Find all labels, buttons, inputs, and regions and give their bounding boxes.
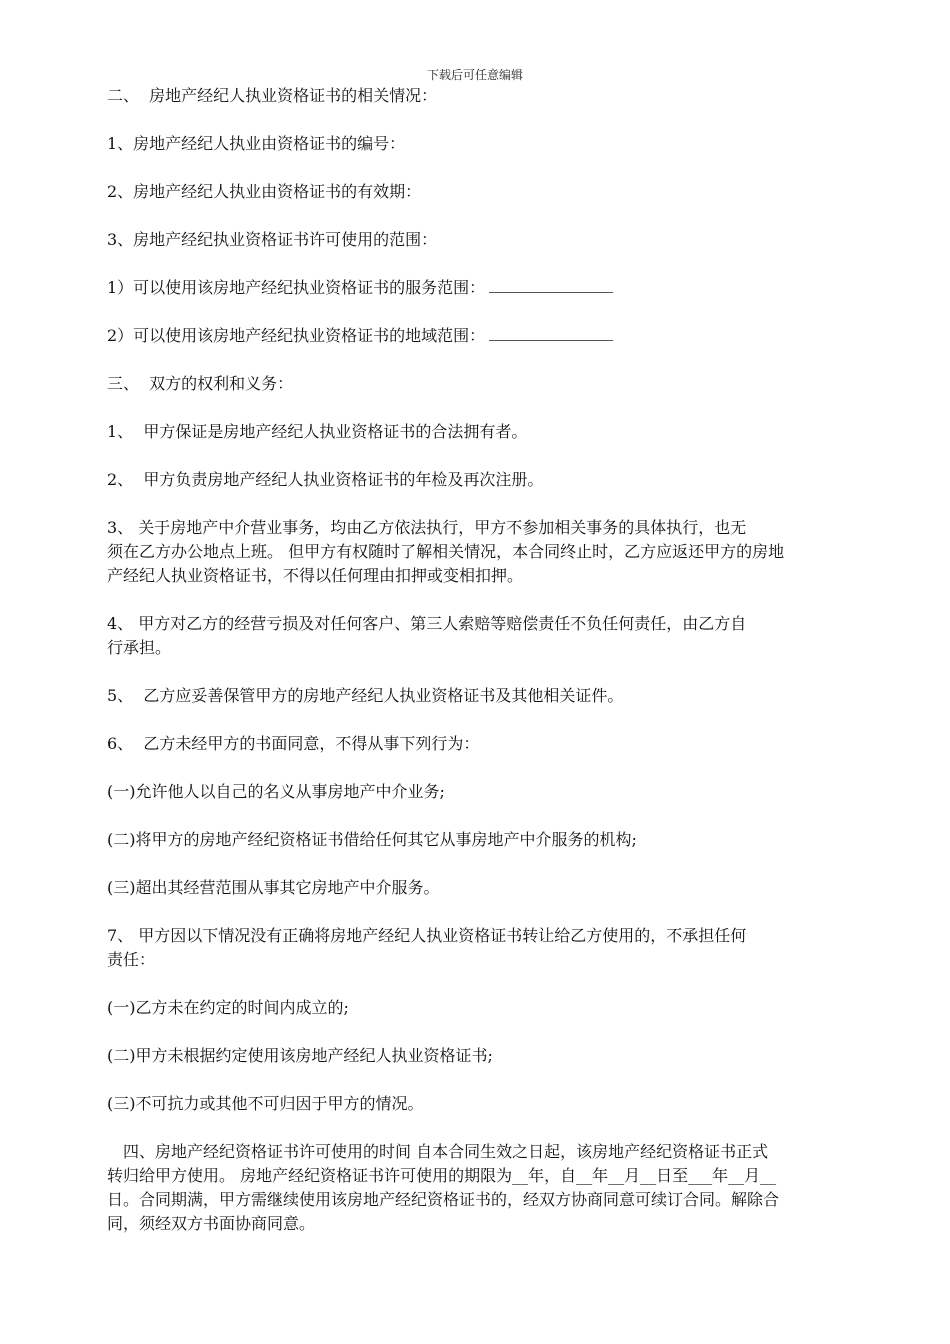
section3-item6: 6、 乙方未经甲方的书面同意，不得从事下列行为： bbox=[107, 734, 480, 753]
section3-item6-a: (一)允许他人以自己的名义从事房地产中介业务; bbox=[107, 782, 445, 801]
section3-title: 三、 双方的权利和义务： bbox=[107, 374, 294, 393]
blank-line bbox=[489, 278, 613, 293]
section2-item3: 3、房地产经纪执业资格证书许可使用的范围： bbox=[107, 230, 438, 249]
item4-line1: 4、 甲方对乙方的经营亏损及对任何客户、第三人索赔等赔偿责任不负任何责任，由乙方自 bbox=[107, 614, 747, 633]
item3-line1: 3、 关于房地产中介营业事务，均由乙方依法执行，甲方不参加相关事务的具体执行，也无 bbox=[107, 518, 747, 537]
section3-item7-c: (三)不可抗力或其他不可归因于甲方的情况。 bbox=[107, 1094, 424, 1113]
section4-line1: 四、房地产经纪资格证书许可使用的时间 自本合同生效之日起，该房地产经纪资格证书正式 bbox=[123, 1142, 769, 1161]
section3-item5: 5、 乙方应妥善保管甲方的房地产经纪人执业资格证书及其他相关证件。 bbox=[107, 686, 624, 705]
section2-item2: 2、房地产经纪人执业由资格证书的有效期： bbox=[107, 182, 422, 201]
sub2-text: 2）可以使用该房地产经纪执业资格证书的地域范围： bbox=[107, 326, 486, 345]
section3-item7-b: (二)甲方未根据约定使用该房地产经纪人执业资格证书; bbox=[107, 1046, 493, 1065]
document-body bbox=[107, 84, 882, 1260]
item7-line2: 责任： bbox=[107, 950, 156, 969]
section4-line3: 日。合同期满，甲方需继续使用该房地产经纪资格证书的，经双方协商同意可续订合同。解除合 bbox=[107, 1190, 780, 1209]
item3-line3: 产经纪人执业资格证书，不得以任何理由扣押或变相扣押。 bbox=[107, 566, 524, 585]
section4-line2: 转归给甲方使用。 房地产经纪资格证书许可使用的期限为__年，自__年__月__日至___年__月__ bbox=[107, 1166, 777, 1185]
section4-line4: 同，须经双方书面协商同意。 bbox=[107, 1214, 316, 1233]
section3-item6-c: (三)超出其经营范围从事其它房地产中介服务。 bbox=[107, 878, 440, 897]
sub1-text: 1）可以使用该房地产经纪执业资格证书的服务范围： bbox=[107, 278, 486, 297]
section3-item6-b: (二)将甲方的房地产经纪资格证书借给任何其它从事房地产中介服务的机构; bbox=[107, 830, 637, 849]
section3-item7 bbox=[107, 924, 882, 972]
section2-sub1 bbox=[107, 276, 882, 300]
section3-item7-a: (一)乙方未在约定的时间内成立的; bbox=[107, 998, 349, 1017]
section4 bbox=[107, 1140, 882, 1236]
item3-line2: 须在乙方办公地点上班。 但甲方有权随时了解相关情况，本合同终止时，乙方应返还甲方的房地 bbox=[107, 542, 785, 561]
item7-line1: 7、 甲方因以下情况没有正确将房地产经纪人执业资格证书转让给乙方使用的，不承担任何 bbox=[107, 926, 747, 945]
section2-sub2 bbox=[107, 324, 882, 348]
blank-line bbox=[489, 326, 613, 341]
header-note: 下载后可任意编辑 bbox=[426, 68, 523, 82]
section2-item1: 1、房地产经纪人执业由资格证书的编号： bbox=[107, 134, 406, 153]
section3-item4 bbox=[107, 612, 882, 660]
item4-line2: 行承担。 bbox=[107, 638, 172, 657]
section2-title: 二、 房地产经纪人执业资格证书的相关情况： bbox=[107, 86, 438, 105]
section3-item2: 2、 甲方负责房地产经纪人执业资格证书的年检及再次注册。 bbox=[107, 470, 544, 489]
section3-item3 bbox=[107, 516, 882, 588]
section3-item1: 1、 甲方保证是房地产经纪人执业资格证书的合法拥有者。 bbox=[107, 422, 528, 441]
